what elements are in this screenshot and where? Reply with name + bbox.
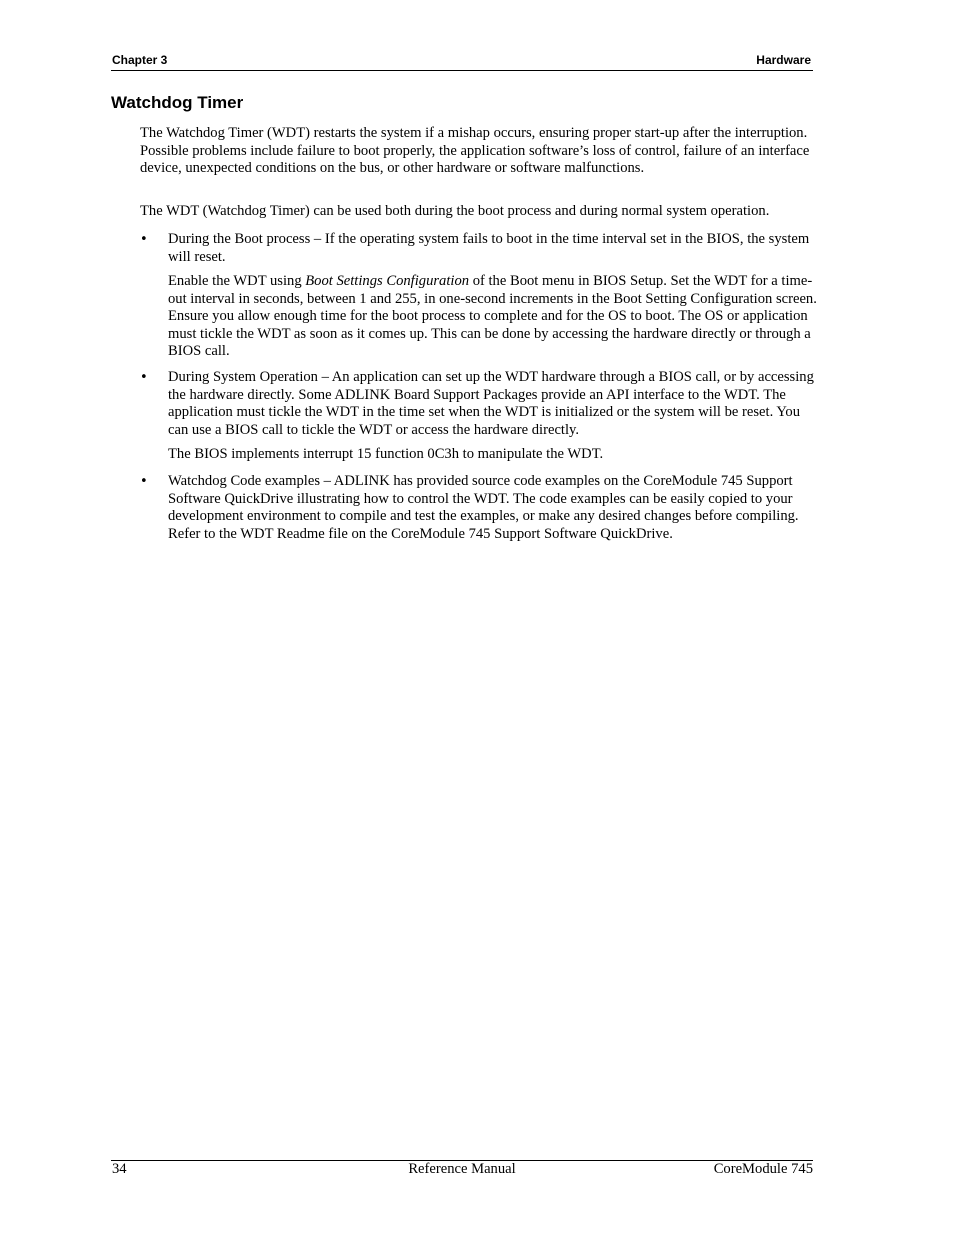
bullet-text: During System Operation – An application can set up the WDT hardware through a BIOS call, or by accessing the hardware directly. Some ADLINK Board Support Packages provide an API interface to the WDT. The application must tickle the WDT in the time set when the WDT is initialized or the system will be reset. You can use a BIOS call to tickle the WDT or access the hardware directly. [168,369,814,438]
bullet-sub-paragraph: The BIOS implements interrupt 15 function 0C3h to manipulate the WDT. [168,446,604,462]
section-title: Watchdog Timer [111,93,244,112]
bullet-code-examples [140,473,820,543]
bullet-boot-process [140,231,820,361]
bullet-text: During the Boot process – If the operating system fails to boot in the time interval set in the BIOS, the system will reset. [168,231,810,265]
bullet-text: Watchdog Code examples – ADLINK has provided source code examples on the CoreModule 745 Support Software QuickDrive illustrating how to control the WDT. The code examples can be easily copied to your development environment to compile and test the examples, or make any desired changes before compiling. Refer to the WDT Readme file on the CoreModule 745 Support Software QuickDrive. [168,473,799,542]
bullet-icon: • [140,474,148,489]
usage-paragraph: The WDT (Watchdog Timer) can be used both during the boot process and during normal system operation. [140,203,770,219]
bullet-system-operation [140,369,820,464]
emphasis-boot-settings: Boot Settings Configuration [305,273,470,289]
bullet-sub-paragraph: Enable the WDT using Boot Settings Configuration of the Boot menu in BIOS Setup. Set the WDT for a time-out interval in seconds, between 1 and 255, in one-second increments in the Boot Setting Configuration screen. Ensure you allow enough time for the boot process to complete and for the OS to boot. The OS or application must tickle the WDT as soon as it comes up. This can be done by accessing the hardware directly or through a BIOS call. [168,273,817,359]
bullet-icon: • [140,232,148,247]
footer-manual-title: Reference Manual [408,1161,516,1177]
footer-page-number: 34 [112,1161,127,1177]
intro-paragraph: The Watchdog Timer (WDT) restarts the system if a mishap occurs, ensuring proper start-up after the interruption. Possible problems include failure to boot properly, the application software’s loss of control, failure of an interface device, unexpected conditions on the bus, or other hardware or software malfunctions. [140,125,810,176]
footer-product-name: CoreModule 745 [713,1161,813,1177]
header-section: Hardware [756,53,811,67]
page-header [111,52,813,71]
bullet-icon: • [140,370,148,385]
header-chapter: Chapter 3 [112,53,168,67]
page-footer [111,1160,813,1183]
